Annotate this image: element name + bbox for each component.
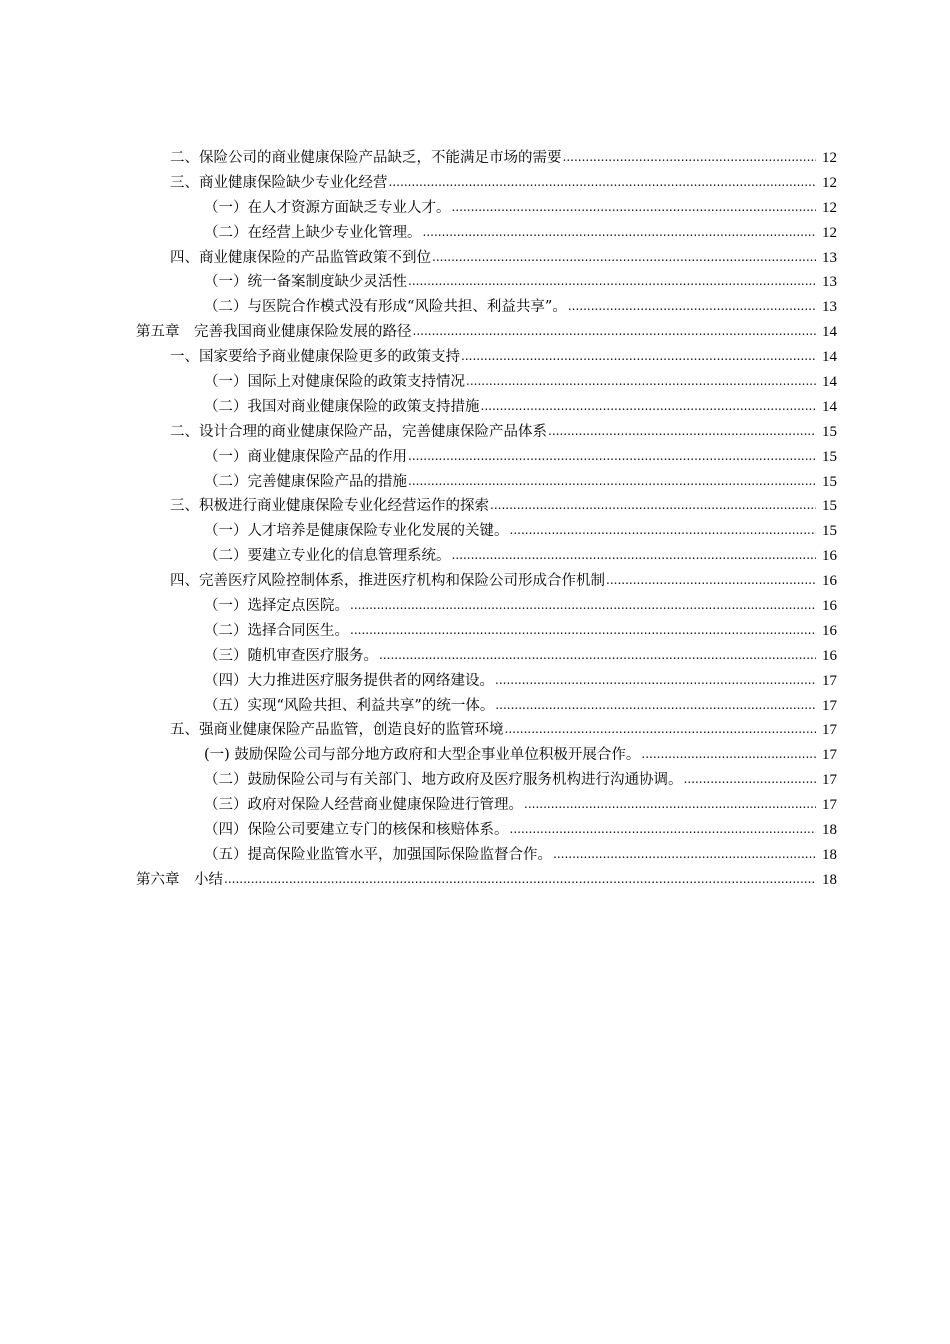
toc-page-number: 13 [822,249,837,266]
toc-dot-leader [408,469,816,494]
toc-dot-leader [481,394,817,419]
toc-entry[interactable] [0,644,950,669]
toc-page-number: 15 [822,523,837,540]
toc-entry-title: （一）商业健康保险产品的作用 [204,448,407,465]
toc-entry-title: 四、商业健康保险的产品监管政策不到位 [170,249,431,266]
toc-entry[interactable] [0,445,950,470]
toc-entry[interactable] [0,569,950,594]
toc-entry-title: 三、积极进行商业健康保险专业化经营运作的探索 [170,498,489,515]
toc-entry-title: （一）人才培养是健康保险专业化发展的关键。 [204,523,509,540]
toc-page-number: 16 [822,647,837,664]
toc-entry[interactable] [0,619,950,644]
toc-entry[interactable] [0,669,950,694]
toc-entry[interactable] [0,694,950,719]
toc-page-number: 13 [822,299,837,316]
toc-entry[interactable] [0,295,950,320]
toc-dot-leader [461,344,816,369]
toc-entry[interactable] [0,146,950,171]
toc-page-number: 12 [822,224,837,241]
toc-entry[interactable] [0,494,950,519]
toc-dot-leader [350,618,816,643]
toc-dot-leader [606,568,816,593]
toc-entry[interactable] [0,171,950,196]
toc-entry[interactable] [0,470,950,495]
toc-page-number: 14 [822,398,837,415]
toc-entry-title: 二、设计合理的商业健康保险产品，完善健康保险产品体系 [170,423,547,440]
toc-page-number: 14 [822,349,837,366]
toc-entry[interactable] [0,395,950,420]
toc-dot-leader [466,369,816,394]
toc-dot-leader [490,493,816,518]
toc-entry-title: 三、商业健康保险缺少专业化经营 [170,174,388,191]
toc-entry[interactable] [0,793,950,818]
toc-dot-leader [684,767,817,792]
toc-entry[interactable] [0,196,950,221]
toc-entry[interactable] [0,519,950,544]
toc-dot-leader [389,170,817,195]
toc-entry-title: （三）政府对保险人经营商业健康保险进行管理。 [204,797,523,814]
toc-entry-title: (一) 鼓励保险公司与部分地方政府和大型企事业单位积极开展合作。 [204,747,641,764]
toc-entry[interactable] [0,246,950,271]
toc-dot-leader [413,319,817,344]
toc-dot-leader [495,668,816,693]
toc-page-number: 15 [822,423,837,440]
toc-dot-leader [548,419,816,444]
toc-dot-leader [224,867,816,892]
toc-dot-leader [423,220,817,245]
toc-entry-title: （三）随机审查医疗服务。 [204,647,378,664]
toc-page-number: 18 [822,871,837,888]
toc-dot-leader [432,245,816,270]
toc-entry-title: （二）鼓励保险公司与有关部门、地方政府及医疗服务机构进行沟通协调。 [204,772,683,789]
toc-page-number: 12 [822,174,837,191]
toc-page-number: 16 [822,598,837,615]
toc-entry-title: （五）实现“风险共担、利益共享”的统一体。 [204,697,495,714]
toc-dot-leader [379,643,816,668]
toc-entry[interactable] [0,544,950,569]
toc-entry-title: （一）国际上对健康保险的政策支持情况 [204,374,465,391]
toc-page-number: 16 [822,573,837,590]
toc-entry-title: 五、强商业健康保险产品监管，创造良好的监管环境 [170,722,504,739]
toc-chapter-entry[interactable] [0,320,950,345]
toc-entry-title: （二）要建立专业化的信息管理系统。 [204,548,451,565]
toc-entry-title: 一、国家要给予商业健康保险更多的政策支持 [170,349,460,366]
toc-entry-title: （二）与医院合作模式没有形成“风险共担、利益共享”。 [204,299,567,316]
toc-entry[interactable] [0,818,950,843]
toc-page-number: 17 [822,722,837,739]
toc-entry[interactable] [0,743,950,768]
toc-dot-leader [510,518,817,543]
toc-entry-title: （一）统一备案制度缺少灵活性 [204,274,407,291]
toc-page-number: 15 [822,448,837,465]
toc-page-number: 17 [822,772,837,789]
toc-dot-leader [408,269,816,294]
toc-dot-leader [524,792,816,817]
toc-entry[interactable] [0,345,950,370]
toc-chapter-entry[interactable] [0,868,950,893]
toc-entry[interactable] [0,370,950,395]
toc-page-number: 18 [822,822,837,839]
toc-entry-title: （一）在人才资源方面缺乏专业人才。 [204,199,451,216]
toc-page-number: 13 [822,274,837,291]
toc-page-number: 16 [822,622,837,639]
toc-entry[interactable] [0,594,950,619]
toc-dot-leader [452,195,817,220]
toc-entry-title: 二、保险公司的商业健康保险产品缺乏，不能满足市场的需要 [170,150,562,166]
toc-dot-leader [563,145,817,170]
toc-entry[interactable] [0,843,950,868]
toc-entry-title: （二）在经营上缺少专业化管理。 [204,224,422,241]
toc-entry[interactable] [0,718,950,743]
toc-dot-leader [350,593,816,618]
toc-page-number: 14 [822,374,837,391]
toc-entry[interactable] [0,270,950,295]
table-of-contents [0,146,950,893]
toc-entry-title: （二）完善健康保险产品的措施 [204,473,407,490]
toc-entry[interactable] [0,768,950,793]
toc-page-number: 15 [822,498,837,515]
toc-dot-leader [510,817,817,842]
toc-page-number: 12 [822,199,837,216]
toc-entry[interactable] [0,420,950,445]
toc-dot-leader [408,444,816,469]
toc-page-number: 14 [822,324,837,341]
toc-entry-title: （二）选择合同医生。 [204,622,349,639]
toc-page-number: 16 [822,548,837,565]
toc-entry[interactable] [0,221,950,246]
toc-dot-leader [452,543,817,568]
toc-entry-title: （二）我国对商业健康保险的政策支持措施 [204,398,480,415]
toc-dot-leader [553,842,816,867]
toc-entry-title: （一）选择定点医院。 [204,598,349,615]
toc-entry-title: 第五章 完善我国商业健康保险发展的路径 [136,324,412,341]
toc-page-number: 12 [822,150,837,166]
toc-page-number: 17 [822,697,837,714]
toc-page-number: 17 [822,672,837,689]
toc-entry-title: 第六章 小结 [136,871,223,888]
toc-page-number: 15 [822,473,837,490]
toc-page-number: 18 [822,846,837,863]
toc-page-number: 17 [822,797,837,814]
toc-entry-title: （四）保险公司要建立专门的核保和核赔体系。 [204,822,509,839]
toc-dot-leader [641,742,816,767]
toc-entry-title: 四、完善医疗风险控制体系，推进医疗机构和保险公司形成合作机制 [170,573,605,590]
toc-dot-leader [505,717,817,742]
toc-dot-leader [568,294,816,319]
toc-entry-title: （五）提高保险业监管水平，加强国际保险监督合作。 [204,846,552,863]
toc-dot-leader [495,693,816,718]
toc-page-number: 17 [822,747,837,764]
toc-entry-title: （四）大力推进医疗服务提供者的网络建设。 [204,672,494,689]
